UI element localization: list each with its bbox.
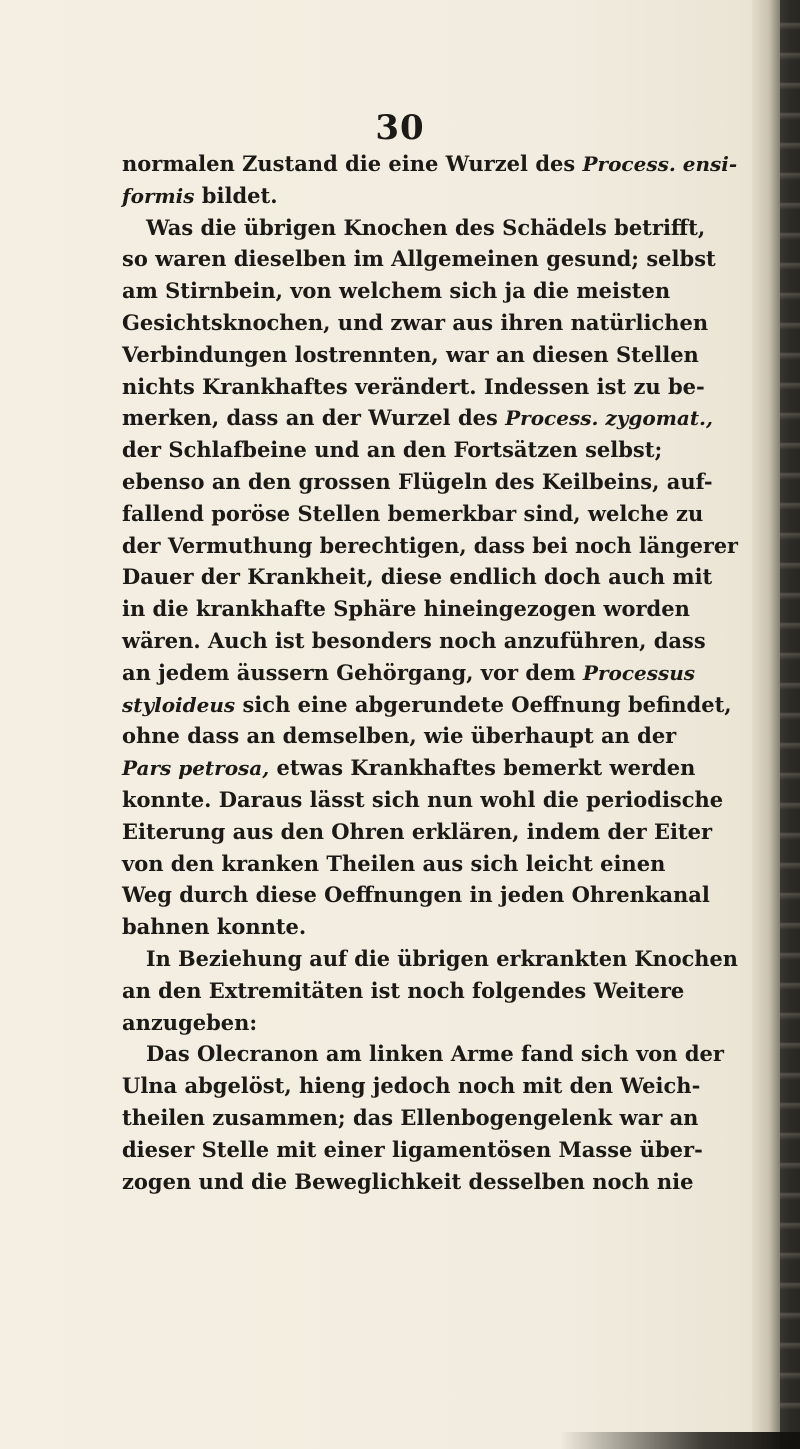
text-line: bahnen konnte. xyxy=(122,914,307,940)
text-line: ebenso an den grossen Flügeln des Keilbeins, auf- xyxy=(122,468,713,494)
text-line: Das Olecranon am linken Arme fand sich von der xyxy=(146,1041,724,1067)
text-line: Eiterung aus den Ohren erklären, indem der Eiter xyxy=(122,818,713,844)
text-line: normalen Zustand die eine Wurzel des Process. ensi- xyxy=(122,151,738,176)
text-line: Was die übrigen Knochen des Schädels betrifft, xyxy=(146,214,706,240)
body-text xyxy=(122,148,738,1197)
text-line: Dauer der Krankheit, diese endlich doch auch mit xyxy=(122,564,713,590)
text-line: merken, dass an der Wurzel des Process. zygomat., xyxy=(122,405,713,431)
page-number: 30 xyxy=(375,108,425,148)
text-line: anzugeben: xyxy=(122,1009,258,1035)
text-line: ohne dass an demselben, wie überhaupt an der xyxy=(122,723,677,749)
text-line: zogen und die Beweglichkeit desselben noch nie xyxy=(122,1168,694,1194)
text-line: der Vermuthung berechtigen, dass bei noch längerer xyxy=(122,532,738,558)
text-line: Gesichtsknochen, und zwar aus ihren natürlichen xyxy=(122,309,709,335)
text-line: Ulna abgelöst, hieng jedoch noch mit den Weich- xyxy=(122,1073,701,1099)
text-line: so waren dieselben im Allgemeinen gesund; selbst xyxy=(122,246,716,272)
text-line: an den Extremitäten ist noch folgendes Weitere xyxy=(122,977,685,1003)
text-line: styloideus sich eine abgerundete Oeffnung befindet, xyxy=(122,691,732,717)
text-line: konnte. Daraus lässt sich nun wohl die periodische xyxy=(122,786,724,812)
text-line: fallend poröse Stellen bemerkbar sind, welche zu xyxy=(122,500,704,526)
text-line: Verbindungen lostrennten, war an diesen Stellen xyxy=(122,341,699,367)
text-line: an jedem äussern Gehörgang, vor dem Processus xyxy=(122,659,696,685)
page-edge xyxy=(780,0,800,1449)
text-line: in die krankhafte Sphäre hineingezogen worden xyxy=(122,596,690,622)
text-line: nichts Krankhaftes verändert. Indessen ist zu be- xyxy=(122,373,705,399)
text-line: formis bildet. xyxy=(122,182,278,208)
text-line: Weg durch diese Oeffnungen in jeden Ohrenkanal xyxy=(122,882,710,908)
text-line: am Stirnbein, von welchem sich ja die meisten xyxy=(122,278,671,304)
text-line: von den kranken Theilen aus sich leicht einen xyxy=(122,850,666,876)
text-line: theilen zusammen; das Ellenbogengelenk war an xyxy=(122,1104,699,1130)
text-line: der Schlafbeine und an den Fortsätzen selbst; xyxy=(122,437,663,463)
text-line: dieser Stelle mit einer ligamentösen Masse über- xyxy=(122,1136,703,1162)
text-line: wären. Auch ist besonders noch anzuführen, dass xyxy=(122,627,706,653)
bottom-shadow xyxy=(560,1432,800,1449)
text-line: Pars petrosa, etwas Krankhaftes bemerkt werden xyxy=(122,755,696,781)
text-line: In Beziehung auf die übrigen erkrankten Knochen xyxy=(145,945,738,971)
